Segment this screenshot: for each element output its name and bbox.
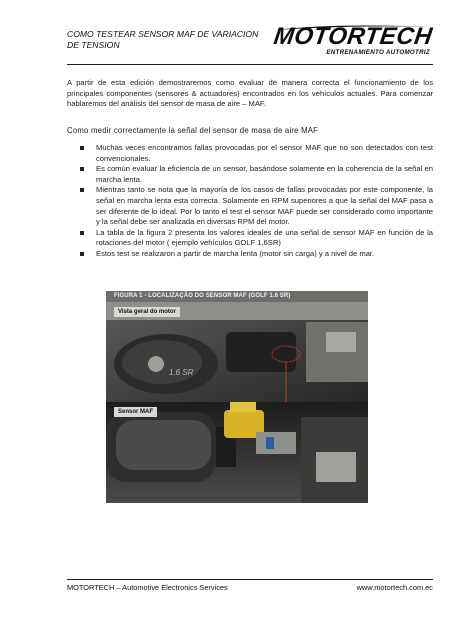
title-line-2: DE TENSION xyxy=(67,40,120,50)
title-line-1: COMO TESTEAR SENSOR MAF DE VARIACION xyxy=(67,29,259,39)
motortech-logo xyxy=(268,24,438,60)
bullet-list xyxy=(67,143,433,260)
bullet-icon xyxy=(80,146,84,150)
list-item: Muchas veces encontramos fallas provocadas por el sensor MAF que no son detectados con test convencionales. xyxy=(67,143,433,164)
logo-subtitle: ENTRENAMIENTO AUTOMOTRIZ xyxy=(326,49,430,56)
logo-wordmark: MOTORTECH xyxy=(272,23,435,50)
section-subheading: Como medir correctamente la señal del sensor de masa de aire MAF xyxy=(67,126,319,135)
figure-label-maf-sensor: Sensor MAF xyxy=(114,407,157,417)
figure-caption: FIGURA 1 - LOCALIZAÇÃO DO SENSOR MAF (GOLF 1.6 SR) xyxy=(106,291,368,302)
footer-divider xyxy=(67,579,433,580)
document-title xyxy=(67,29,272,51)
list-item: Estos test se realizaron a partir de marcha lenta (motor sin carga) y a nivel de mar. xyxy=(67,249,433,260)
engine-bay-photo xyxy=(106,302,368,503)
figure-label-engine-view: Vista geral do motor xyxy=(114,307,180,317)
bullet-icon xyxy=(80,167,84,171)
bullet-icon xyxy=(80,188,84,192)
footer-company: MOTORTECH – Automotive Electronics Services xyxy=(67,583,228,592)
intro-paragraph: A partir de esta edición demostraremos como evaluar de manera correcta el funcionamiento de los principales componentes (sensores & actuadores) encontrados en los vehículos actuales. Para comenzar hablaremos del análisis del sensor de masa de aire – MAF. xyxy=(67,78,433,109)
engine-badge-label: 1.6 SR xyxy=(169,368,194,377)
list-item: La tabla de la figura 2 presenta los valores ideales de una señal de sensor MAF en función de la rotaciones del motor ( ejemplo vehículos GOLF 1.6SR) xyxy=(67,228,433,249)
footer-website-link[interactable]: www.motortech.com.ec xyxy=(356,583,433,592)
bullet-icon xyxy=(80,252,84,256)
list-item: Es común evaluar la eficiencia de un sensor, basándose solamente en la coherencia de la señal en marcha lenta. xyxy=(67,164,433,185)
bullet-icon xyxy=(80,231,84,235)
list-item: Mientras tanto se nota que la mayoría de los casos de fallas provocadas por este componente, la señal en marcha lenta esta correcta. Solamente en RPM superiores a que la señal del MAF pasa a ser diferente de lo ideal. Por lo tanto el test el sensor MAF puede ser considerado como importante y la señal debe ser analizada en diversas RPM del motor. xyxy=(67,185,433,227)
engine-photo-figure xyxy=(106,291,368,503)
header-divider xyxy=(67,64,433,65)
